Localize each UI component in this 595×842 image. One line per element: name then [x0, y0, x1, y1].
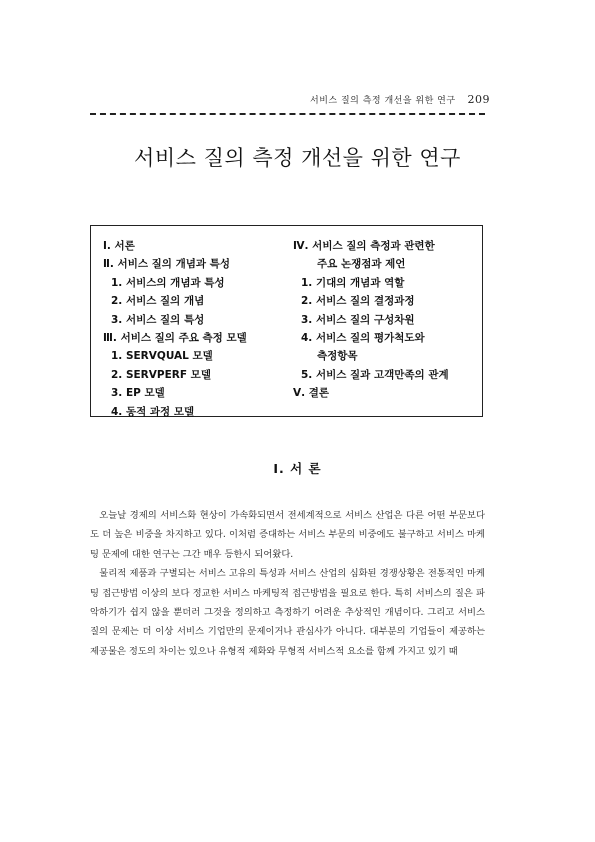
body-text	[90, 506, 485, 661]
toc-item: Ⅴ. 결론	[293, 387, 330, 400]
toc-right-column	[293, 237, 449, 403]
toc-item: 측정항목	[317, 350, 358, 363]
paragraph: 물리적 제품과 구별되는 서비스 고유의 특성과 서비스 산업의 심화된 경쟁상황은 전통적인 마케팅 접근방법 이상의 보다 정교한 서비스 마케팅적 접근방법을 필요로 한다. 특히 서비스의 질은 파악하기가 쉽지 않을 뿐더러 그것을 정의하고 측정하기 어려운 추상적인 개념이다. 그리고 서비스 질의 문제는 더 이상 서비스 기업만의 문제이거나 관심사가 아니다. 대부분의 기업들이 제공하는 제공물은 정도의 차이는 있으나 유형적 제화와 무형적 서비스적 요소를 함께 가지고 있기 때	[90, 568, 485, 657]
toc-item: Ⅳ. 서비스 질의 측정과 관련한	[293, 240, 435, 252]
toc-item: Ⅰ. 서론	[103, 240, 135, 252]
toc-item: 2. 서비스 질의 개념	[111, 295, 205, 308]
running-header	[310, 93, 490, 106]
toc-item: Ⅱ. 서비스 질의 개념과 특성	[103, 258, 230, 271]
toc-item: 4. 동적 과정 모델	[111, 405, 195, 418]
toc-item: Ⅲ. 서비스 질의 주요 측정 모델	[103, 332, 247, 345]
toc-item: 3. 서비스 질의 특성	[111, 313, 205, 326]
table-of-contents	[90, 225, 483, 417]
toc-item: 1. SERVQUAL 모델	[111, 350, 213, 363]
toc-item: 주요 논쟁점과 제언	[317, 258, 406, 271]
toc-item: 2. SERVPERF 모델	[111, 368, 211, 381]
paper-title: 서비스 질의 측정 개선을 위한 연구	[134, 146, 461, 170]
toc-item: 2. 서비스 질의 결정과정	[301, 295, 415, 308]
toc-item: 3. EP 모델	[111, 387, 165, 400]
running-title: 서비스 질의 측정 개선을 위한 연구	[310, 96, 456, 106]
toc-item: 5. 서비스 질과 고객만족의 관계	[301, 368, 449, 381]
page-number: 209	[467, 93, 490, 106]
section-heading: Ⅰ. 서 론	[273, 461, 322, 476]
toc-left-column	[103, 237, 247, 421]
toc-item: 3. 서비스 질의 구성차원	[301, 313, 415, 326]
toc-item: 1. 기대의 개념과 역할	[301, 276, 405, 289]
toc-item: 1. 서비스의 개념과 특성	[111, 276, 225, 289]
header-rule	[90, 113, 485, 115]
paragraph: 오늘날 경제의 서비스화 현상이 가속화되면서 전세계적으로 서비스 산업은 다른 어떤 부문보다도 더 높은 비중을 차지하고 있다. 이처럼 증대하는 서비스 부문의 비중에도 불구하고 서비스 마케팅 문제에 대한 연구는 그간 매우 등한시 되어왔다.	[90, 510, 485, 560]
toc-item: 4. 서비스 질의 평가척도와	[301, 332, 425, 345]
